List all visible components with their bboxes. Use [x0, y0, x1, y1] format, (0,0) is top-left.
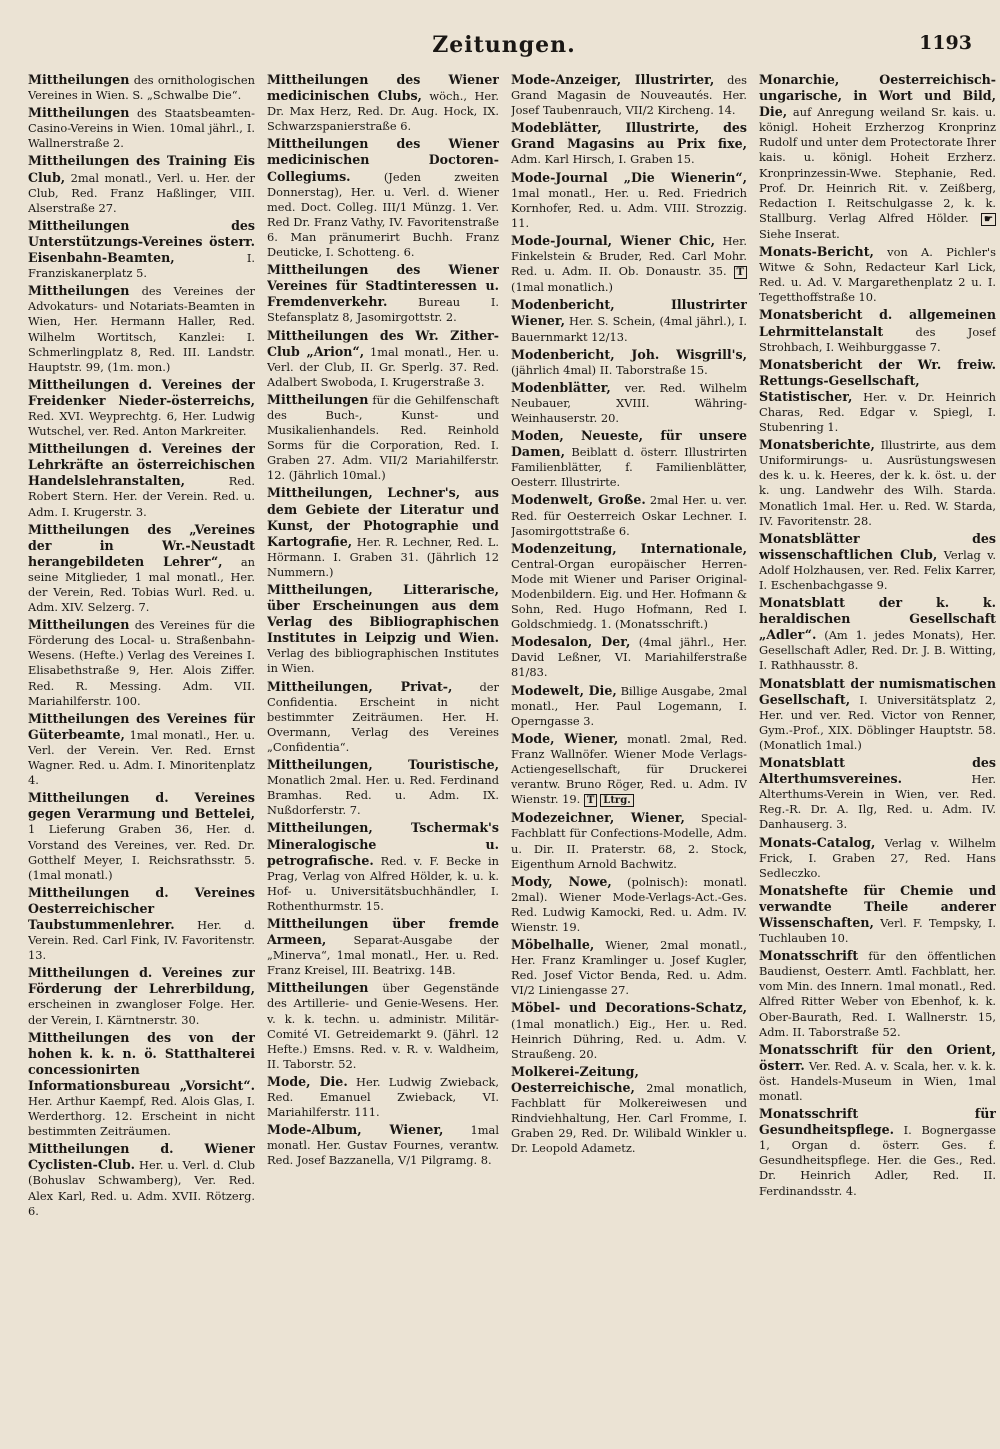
entry-heading: Monatsblatt des Alterthumsvereines. — [759, 755, 996, 787]
entry-heading: Mittheilungen über fremde Armeen, — [267, 915, 499, 948]
directory-entry — [759, 835, 996, 881]
entry-text: I. Franziskanerplatz 5. — [28, 251, 255, 281]
entry-heading: Monatsblatt der numismatischen Gesellschaft, — [759, 675, 996, 707]
entry-heading: Mittheilungen d. Vereines zur Förderung der Lehrerbildung, — [28, 965, 255, 997]
directory-entry — [267, 262, 499, 325]
directory-entry — [267, 72, 499, 134]
entry-mark: T — [734, 266, 747, 279]
directory-entry — [511, 120, 747, 167]
entry-text: 1mal monatl., Her. u. Red. Friedrich Kornhofer, Red. u. Adm. VIII. Strozzig. 11. — [511, 185, 747, 230]
entry-heading: Modezeichner, Wiener, — [511, 810, 685, 826]
entry-text: des Vereines für die Förderung des Local- u. Straßenbahn-Wesens. (Hefte.) Verlag des Vereines I. Elisabethstraße 9, Her. Alois Ziffer. Red. R. Messing. Adm. VII. Mariahilferstr. 100. — [28, 618, 255, 708]
entry-heading: Mittheilungen des Wiener medicinischen Clubs, — [267, 72, 499, 104]
directory-entry — [267, 1122, 499, 1168]
entry-text: (jährlich 4mal) II. Taborstraße 15. — [511, 362, 708, 377]
entry-heading: Mittheilungen — [267, 980, 369, 996]
column-3 — [511, 72, 747, 1433]
entry-text: 1mal monatl., Her. u. Verl. der Club, II. Gr. Sperlg. 37. Red. Adalbert Swoboda, I. Krugerstraße 3. — [267, 344, 499, 389]
entry-text: Her. Ludwig Zwieback, Red. Emanuel Zwieback, VI. Mariahilferstr. 111. — [267, 1074, 499, 1120]
entry-heading: Mittheilungen des „Vereines der in Wr.-Neustadt herangebildeten Lehrer“, — [28, 521, 255, 569]
directory-entry — [28, 885, 255, 963]
entry-heading: Mittheilungen des Wiener medicinischen Doctoren-Collegiums. — [267, 136, 499, 184]
directory-entry — [267, 679, 499, 755]
entry-heading: Monatsbericht d. allgemeinen Lehrmittelanstalt — [759, 307, 996, 339]
entry-text: über Gegenstände des Artillerie- und Genie-Wesens. Her. v. k. k. techn. u. administr. Militär-Comité VI. Getreidemarkt 9. (Jährl. 12 Hefte.) Emsns. Red. v. R. v. Waldheim, II. Taborstr. 52. — [267, 981, 499, 1071]
directory-entry — [511, 1000, 747, 1061]
entry-text: des Josef Strohbach, I. Weihburggasse 7. — [759, 324, 996, 354]
entry-text: monatl. 2mal, Red. Franz Wallnöfer. Wiener Mode Verlags-Actiengesellschaft, für Druckerei verantw. Bruno Röger, Red. u. Adm. IV Wienstr. 19. — [511, 731, 747, 807]
entry-text: des ornithologischen Vereines in Wien. S. „Schwalbe Die“. — [28, 73, 255, 103]
directory-entry — [759, 1106, 996, 1199]
entry-text: 1mal monatl. Her. Gustav Fournes, verantw. Red. Josef Bazzanella, V/1 Pilgramg. 8. — [267, 1123, 499, 1168]
entry-heading: Mode-Anzeiger, Illustrirter, — [511, 72, 715, 87]
directory-entry — [28, 105, 255, 151]
entry-heading: Monatsschrift — [759, 948, 859, 964]
directory-entry — [511, 634, 747, 680]
entry-text: 2mal monatlich, Fachblatt für Molkereiwesen und Rindviehhaltung, Her. Carl Fromme, I. Graben 29, Red. Dr. Wilibald Winkler u. Dr. Leopold Adametz. — [511, 1080, 747, 1156]
entry-heading: Monatsschrift für den Orient, österr. — [759, 1041, 996, 1073]
entry-heading: Möbel- und Decorations-Schatz, — [511, 1000, 747, 1016]
directory-entry — [267, 392, 499, 484]
entry-text: Central-Organ europäischer Herren-Mode mit Wiener und Pariser Original-Modenbildern. Eig. und Her. Hofmann & Sohn, Red. Hugo Hofmann, Red I. Goldschmiedg. 1. (Monatsschrift.) — [511, 556, 747, 632]
entry-heading: Monatsschrift für Gesundheitspflege. — [759, 1106, 996, 1138]
entry-heading: Mittheilungen d. Wiener Cyclisten-Club. — [28, 1141, 255, 1173]
page-title: Zeitungen. — [432, 32, 576, 58]
entry-heading: Mode-Journal, Wiener Chic, — [511, 232, 716, 248]
directory-entry — [28, 1141, 255, 1218]
entry-text: (Jeden zweiten Donnerstag), Her. u. Verl. d. Wiener med. Doct. Colleg. III/1 Münzg. 1. Ver. Red Dr. Franz Vathy, IV. Favoritenstraße 6. Man pränumerirt Buchh. Franz Deuticke, I. Schotteng. 6. — [267, 169, 499, 260]
entry-heading: Mittheilungen — [28, 617, 130, 633]
entry-text: Verlag des bibliographischen Institutes in Wien. — [267, 646, 499, 676]
entry-heading: Monatsblätter des wissenschaftlichen Club, — [759, 530, 996, 562]
column-4 — [759, 72, 996, 1433]
directory-entry — [511, 72, 747, 118]
entry-mark: T — [584, 794, 597, 807]
entry-text: des Staatsbeamten-Casino-Vereins in Wien. 10mal jährl., I. Wallnerstraße 2. — [28, 106, 255, 151]
entry-text: Verlag v. Wilhelm Frick, I. Graben 27, Red. Hans Sedleczko. — [759, 835, 996, 880]
directory-entry — [759, 883, 996, 946]
entry-heading: Mody, Nowe, — [511, 873, 612, 889]
entry-text: (polnisch): monatl. 2mal). Wiener Mode-Verlags-Act.-Ges. Red. Ludwig Kamocki, Red. u. Adm. IV. Wienstr. 19. — [511, 874, 747, 934]
directory-entry — [267, 328, 499, 390]
entry-text: Her. R. Lechner, Red. L. Hörmann. I. Graben 31. (Jährlich 12 Nummern.) — [267, 534, 499, 579]
entry-columns — [28, 72, 996, 1433]
entry-text: Her. u. Verl. d. Club (Bohuslav Schwamberg), Ver. Red. Alex Karl, Red. u. Adm. XVII. Rötzerg. 6. — [28, 1158, 255, 1218]
directory-entry — [28, 72, 255, 103]
directory-entry — [511, 428, 747, 490]
entry-text: erscheinen in zwangloser Folge. Her. der Verein, I. Kärntnerstr. 30. — [28, 997, 255, 1027]
directory-entry — [511, 297, 747, 344]
entry-text-tail: (1mal monatlich.) — [511, 280, 613, 295]
entry-text: Wiener, 2mal monatl., Her. Franz Kramlinger u. Josef Kugler, Red. Josef Victor Benda, Red. u. Adm. VI/2 Liniengasse 27. — [511, 938, 747, 998]
directory-entry — [511, 874, 747, 935]
entry-text: Her. Finkelstein & Bruder, Red. Carl Mohr. Red. u. Adm. II. Ob. Donaustr. 35. — [511, 233, 747, 279]
entry-heading: Mittheilungen d. Vereines Oesterreichischer Taubstummenlehrer. — [28, 884, 255, 932]
entry-text: Monatlich 2mal. Her. u. Red. Ferdinand Bramhas. Red. u. Adm. IX. Nußdorferstr. 7. — [267, 773, 499, 818]
entry-heading: Monatsbericht der Wr. freiw. Rettungs-Gesellschaft, Statistischer, — [759, 356, 996, 404]
directory-entry — [759, 595, 996, 673]
column-2 — [267, 72, 499, 1433]
directory-entry — [759, 357, 996, 435]
entry-heading: Mittheilungen des Training Eis Club, — [28, 153, 255, 185]
directory-entry — [267, 136, 499, 260]
entry-heading: Modeblätter, Illustrirte, des Grand Magasins au Prix fixe, — [511, 120, 747, 152]
entry-text: für die Gehilfenschaft des Buch-, Kunst- und Musikalienhandels. Red. Reinhold Sorms für die Corporation, Red. I. Graben 27. Adm. VII/2 Mariahilferstr. 12. (Jährlich 10mal.) — [267, 392, 499, 483]
entry-mark: ☛ — [981, 213, 996, 226]
page-number: 1193 — [919, 32, 972, 54]
entry-text: Ver. Red. A. v. Scala, her. v. k. k. öst. Handels-Museum in Wien, 1mal monatl. — [759, 1058, 996, 1103]
entry-heading: Modenwelt, Große. — [511, 492, 646, 508]
entry-heading: Mittheilungen des von der hohen k. k. n. ö. Statthalterei concessionirten Informationsbureau „Vorsicht“. — [28, 1029, 255, 1093]
directory-entry — [759, 676, 996, 753]
directory-entry — [267, 820, 499, 914]
entry-heading: Mittheilungen des Vereines für Güterbeamte, — [28, 710, 255, 742]
entry-text: Beiblatt d. österr. Illustrirten Familienblätter, f. Familienblätter, Oesterr. Illustrirte. — [511, 445, 747, 490]
entry-text: 2mal monatl., Verl. u. Her. der Club, Red. Franz Haßlinger, VIII. Alserstraße 27. — [28, 170, 255, 215]
directory-entry — [267, 757, 499, 818]
entry-heading: Mittheilungen, Tschermak's Mineralogische u. petrografische. — [267, 820, 499, 868]
directory-entry — [511, 810, 747, 871]
entry-heading: Monatshefte für Chemie und verwandte Theile anderer Wissenschaften, — [759, 882, 996, 930]
entry-heading: Mittheilungen — [28, 105, 130, 121]
directory-entry — [28, 283, 255, 375]
entry-text: Her. Arthur Kaempf, Red. Alois Glas, I. Werderthorg. 12. Erscheint in nicht bestimmten Zeiträumen. — [28, 1094, 255, 1139]
entry-text: auf Anregung weiland Sr. kais. u. königl. Hoheit Erzherzog Kronprinz Rudolf und unter dem Protectorate Ihrer kais. u. königl. Hoheit Erzherz. Kronprinzessin-Wwe. Stephanie, Red. Prof. Dr. Heinrich Rit. v. Zeißberg, Redaction I. Reitschulgasse 2, k. k. Stallburg. Verlag Alfred Hölder. — [759, 105, 996, 225]
directory-entry — [759, 244, 996, 305]
entry-heading: Mittheilungen d. Vereines gegen Verarmung und Bettelei, — [28, 790, 255, 822]
entry-text: Special-Fachblatt für Confections-Modelle, Adm. u. Dir. II. Praterstr. 68, 2. Stock, Eigenthum Arnold Bachwitz. — [511, 811, 747, 871]
entry-heading: Modewelt, Die, — [511, 682, 617, 698]
entry-heading: Mittheilungen d. Vereines der Freidenker Nieder-österreichs, — [28, 376, 255, 408]
entry-text: Billige Ausgabe, 2mal monatl., Her. Paul Logemann, I. Operngasse 3. — [511, 683, 747, 728]
directory-entry — [759, 437, 996, 529]
entry-text: Adm. Karl Hirsch, I. Graben 15. — [511, 152, 695, 167]
entry-heading: Mittheilungen d. Vereines der Lehrkräfte an österreichischen Handelslehranstalten, — [28, 441, 255, 489]
entry-heading: Mittheilungen — [28, 72, 130, 87]
directory-entry — [759, 307, 996, 354]
directory-entry — [28, 790, 255, 883]
entry-text: Illustrirte, aus dem Uniformirungs- u. Ausrüstungswesen des k. u. k. Heeres, der k. k. öst. u. der k. ung. Landwehr des Wilh. Starda. Monatlich 1mal. Her. u. Red. W. Starda, IV. Favoritenstr. 28. — [759, 438, 996, 528]
entry-text: Red. v. F. Becke in Prag, Verlag von Alfred Hölder, k. u. k. Hof- u. Universitätsbuchhändler, I. Rothenthurmstr. 15. — [267, 853, 499, 913]
entry-text: Her. d. Verein. Red. Carl Fink, IV. Favoritenstr. 13. — [28, 917, 255, 963]
entry-heading: Modesalon, Der, — [511, 634, 631, 650]
entry-heading: Mittheilungen, Touristische, — [267, 757, 499, 773]
directory-entry — [28, 522, 255, 616]
entry-text: ver. Red. Wilhelm Neubauer, XVIII. Währing-Weinhauserstr. 20. — [511, 380, 747, 425]
directory-entry — [267, 980, 499, 1072]
entry-text: des Vereines der Advokaturs- und Notariats-Beamten in Wien, Her. Hermann Haller, Red. Wilhelm Wortitsch, Kanzlei: I. Schmerlingplatz 8, Red. III. Landstr. Hauptstr. 99, (1m. mon.) — [28, 284, 255, 374]
entry-heading: Mittheilungen, Lechner's, aus dem Gebiete der Literatur und Kunst, der Photographie und Kartografie, — [267, 485, 499, 549]
entry-heading: Mittheilungen, Privat-, — [267, 678, 453, 694]
directory-entry — [511, 233, 747, 295]
entry-heading: Monats-Catalog, — [759, 834, 876, 850]
directory-entry — [511, 937, 747, 998]
directory-entry — [759, 755, 996, 832]
directory-entry — [28, 377, 255, 439]
entry-text: von A. Pichler's Witwe & Sohn, Redacteur Karl Lick, Red. u. Ad. V. Margarethenplatz 2 u. I. Tegetthoffstraße 10. — [759, 245, 996, 305]
entry-text: Red. Robert Stern. Her. der Verein. Red. u. Adm. I. Krugerstr. 3. — [28, 474, 255, 519]
directory-entry — [28, 711, 255, 788]
entry-text: des Grand Magasin de Nouveautés. Her. Josef Taubenrauch, VII/2 Kircheng. 14. — [511, 73, 747, 118]
entry-heading: Modenbericht, Joh. Wisgrill's, — [511, 346, 747, 362]
entry-heading: Modenzeitung, Internationale, — [511, 540, 747, 556]
entry-heading: Mittheilungen — [267, 391, 369, 407]
directory-entry — [28, 1030, 255, 1140]
entry-text: 1mal monatl., Her. u. Verl. der Verein. Ver. Red. Ernst Wagner. Red. u. Adm. I. Minoritenplatz 4. — [28, 727, 255, 788]
entry-text: der Confidentia. Erscheint in nicht bestimmter Zeiträumen. Her. H. Overmann, Verlag des Vereines „Confidentia“. — [267, 679, 499, 754]
directory-entry — [511, 380, 747, 426]
entry-text: Verlag v. Adolf Holzhausen, ver. Red. Felix Karrer, I. Eschenbachgasse 9. — [759, 547, 996, 592]
entry-heading: Modenbericht, Illustrirter Wiener, — [511, 297, 747, 329]
directory-entry — [28, 617, 255, 709]
directory-entry — [511, 731, 747, 808]
entry-text: (Am 1. jedes Monats), Her. Gesellschaft Adler, Red. Dr. J. B. Witting, I. Rathhausstr. 8. — [759, 628, 996, 673]
entry-heading: Mode, Wiener, — [511, 730, 619, 746]
entry-mark-secondary: Ltrg. — [600, 794, 633, 807]
directory-entry — [267, 485, 499, 580]
directory-entry — [267, 1074, 499, 1120]
directory-entry — [28, 965, 255, 1027]
directory-entry — [511, 347, 747, 378]
entry-heading: Mittheilungen, Litterarische, über Erscheinungen aus dem Verlag des Bibliographischen Institutes in Leipzig und Wien. — [267, 582, 499, 646]
entry-text: 1 Lieferung Graben 36, Her. d. Vorstand des Vereines, ver. Red. Dr. Gotthelf Meyer, I. Reichsrathsstr. 5. (1mal monatl.) — [28, 822, 255, 882]
entry-heading: Monarchie, Oesterreichisch-ungarische, in Wort und Bild, Die, — [759, 72, 996, 120]
entry-heading: Mittheilungen — [28, 283, 130, 299]
entry-text: Verl. F. Tempsky, I. Tuchlauben 10. — [759, 915, 996, 946]
entry-text: Her. Alterthums-Verein in Wien, ver. Red. Reg.-R. Dr. A. Ilg, Red. u. Adm. IV. Danhauserg. 3. — [759, 772, 996, 832]
entry-text: Bureau I. Stefansplatz 8, Jasomirgottstr. 2. — [267, 295, 499, 325]
entry-text: 2mal Her. u. ver. Red. für Oesterreich Oskar Lechner. I. Jasomirgottstraße 6. — [511, 493, 747, 538]
directory-entry — [759, 1042, 996, 1104]
directory-entry — [759, 72, 996, 242]
directory-entry — [267, 582, 499, 677]
entry-text: an seine Mitglieder, 1 mal monatl., Her. der Verein, Red. Tobias Wurl. Red. u. Adm. XIV. Selzerg. 7. — [28, 554, 255, 615]
directory-entry — [28, 218, 255, 281]
directory-entry — [28, 441, 255, 519]
directory-entry — [511, 492, 747, 538]
entry-heading: Mittheilungen des Wr. Zither-Club „Arion“, — [267, 327, 499, 359]
directory-entry — [28, 153, 255, 215]
entry-heading: Monatsberichte, — [759, 437, 875, 453]
entry-heading: Molkerei-Zeitung, Oesterreichische, — [511, 1063, 639, 1095]
entry-text: Red. XVI. Weyprechtg. 6, Her. Ludwig Wutschel, ver. Red. Anton Markreiter. — [28, 408, 255, 439]
entry-text: (4mal jährl., Her. David Leßner, VI. Mariahilferstraße 81/83. — [511, 635, 747, 680]
entry-heading: Mittheilungen des Wiener Vereines für Stadtinteressen u. Fremdenverkehr. — [267, 262, 499, 310]
directory-entry — [511, 683, 747, 729]
entry-text: Separat-Ausgabe der „Minerva“, 1mal monatl., Her. u. Red. Franz Kreisel, III. Beatrixg. 14B. — [267, 933, 499, 978]
entry-text: wöch., Her. Dr. Max Herz, Red. Dr. Aug. Hock, IX. Schwarzspanierstraße 6. — [267, 89, 499, 134]
entry-heading: Mode, Die. — [267, 1073, 348, 1089]
entry-heading: Monatsblatt der k. k. heraldischen Gesellschaft „Adler“. — [759, 595, 996, 643]
entry-heading: Möbelhalle, — [511, 937, 595, 953]
directory-entry — [511, 541, 747, 633]
entry-heading: Moden, Neueste, für unsere Damen, — [511, 428, 747, 460]
entry-text: I. Bognergasse 1, Organ d. österr. Ges. f. Gesundheitspflege. Her. die Ges., Red. Dr. Heinrich Adler, Red. II. Ferdinandsstr. 4. — [759, 1123, 996, 1198]
entry-text: (1mal monatlich.) Eig., Her. u. Red. Heinrich Dühring, Red. u. Adm. V. Straußeng. 20. — [511, 1016, 747, 1061]
page-header — [28, 30, 980, 70]
entry-text-tail: Siehe Inserat. — [759, 226, 840, 241]
entry-heading: Mittheilungen des Unterstützungs-Vereines österr. Eisenbahn-Beamten, — [28, 217, 255, 266]
entry-text: Her. S. Schein, (4mal jährl.), I. Bauernmarkt 12/13. — [511, 314, 747, 344]
entry-heading: Modenblätter, — [511, 379, 611, 395]
entry-text: Her. v. Dr. Heinrich Charas, Red. Edgar v. Spiegl, I. Stubenring 1. — [759, 389, 996, 435]
directory-entry — [759, 948, 996, 1040]
directory-entry — [511, 170, 747, 231]
entry-text: I. Universitätsplatz 2, Her. und ver. Red. Victor von Renner, Gym.-Prof., XIX. Döblinger Hauptstr. 58. (Monatlich 1mal.) — [759, 692, 996, 752]
directory-entry — [759, 531, 996, 593]
entry-text: für den öffentlichen Baudienst, Oesterr. Amtl. Fachblatt, her. vom Min. des Innern. 1mal monatl., Red. Alfred Ritter Weber von Ebenhof, k. k. Ober-Baurath, Red. I. Wallnerstr. 15, Adm. II. Taborstraße 52. — [759, 949, 996, 1039]
column-1 — [28, 72, 255, 1433]
directory-entry — [267, 916, 499, 978]
entry-heading: Mode-Album, Wiener, — [267, 1122, 444, 1138]
entry-heading: Monats-Bericht, — [759, 244, 874, 260]
entry-heading: Mode-Journal „Die Wienerin“, — [511, 169, 747, 185]
directory-entry — [511, 1064, 747, 1157]
